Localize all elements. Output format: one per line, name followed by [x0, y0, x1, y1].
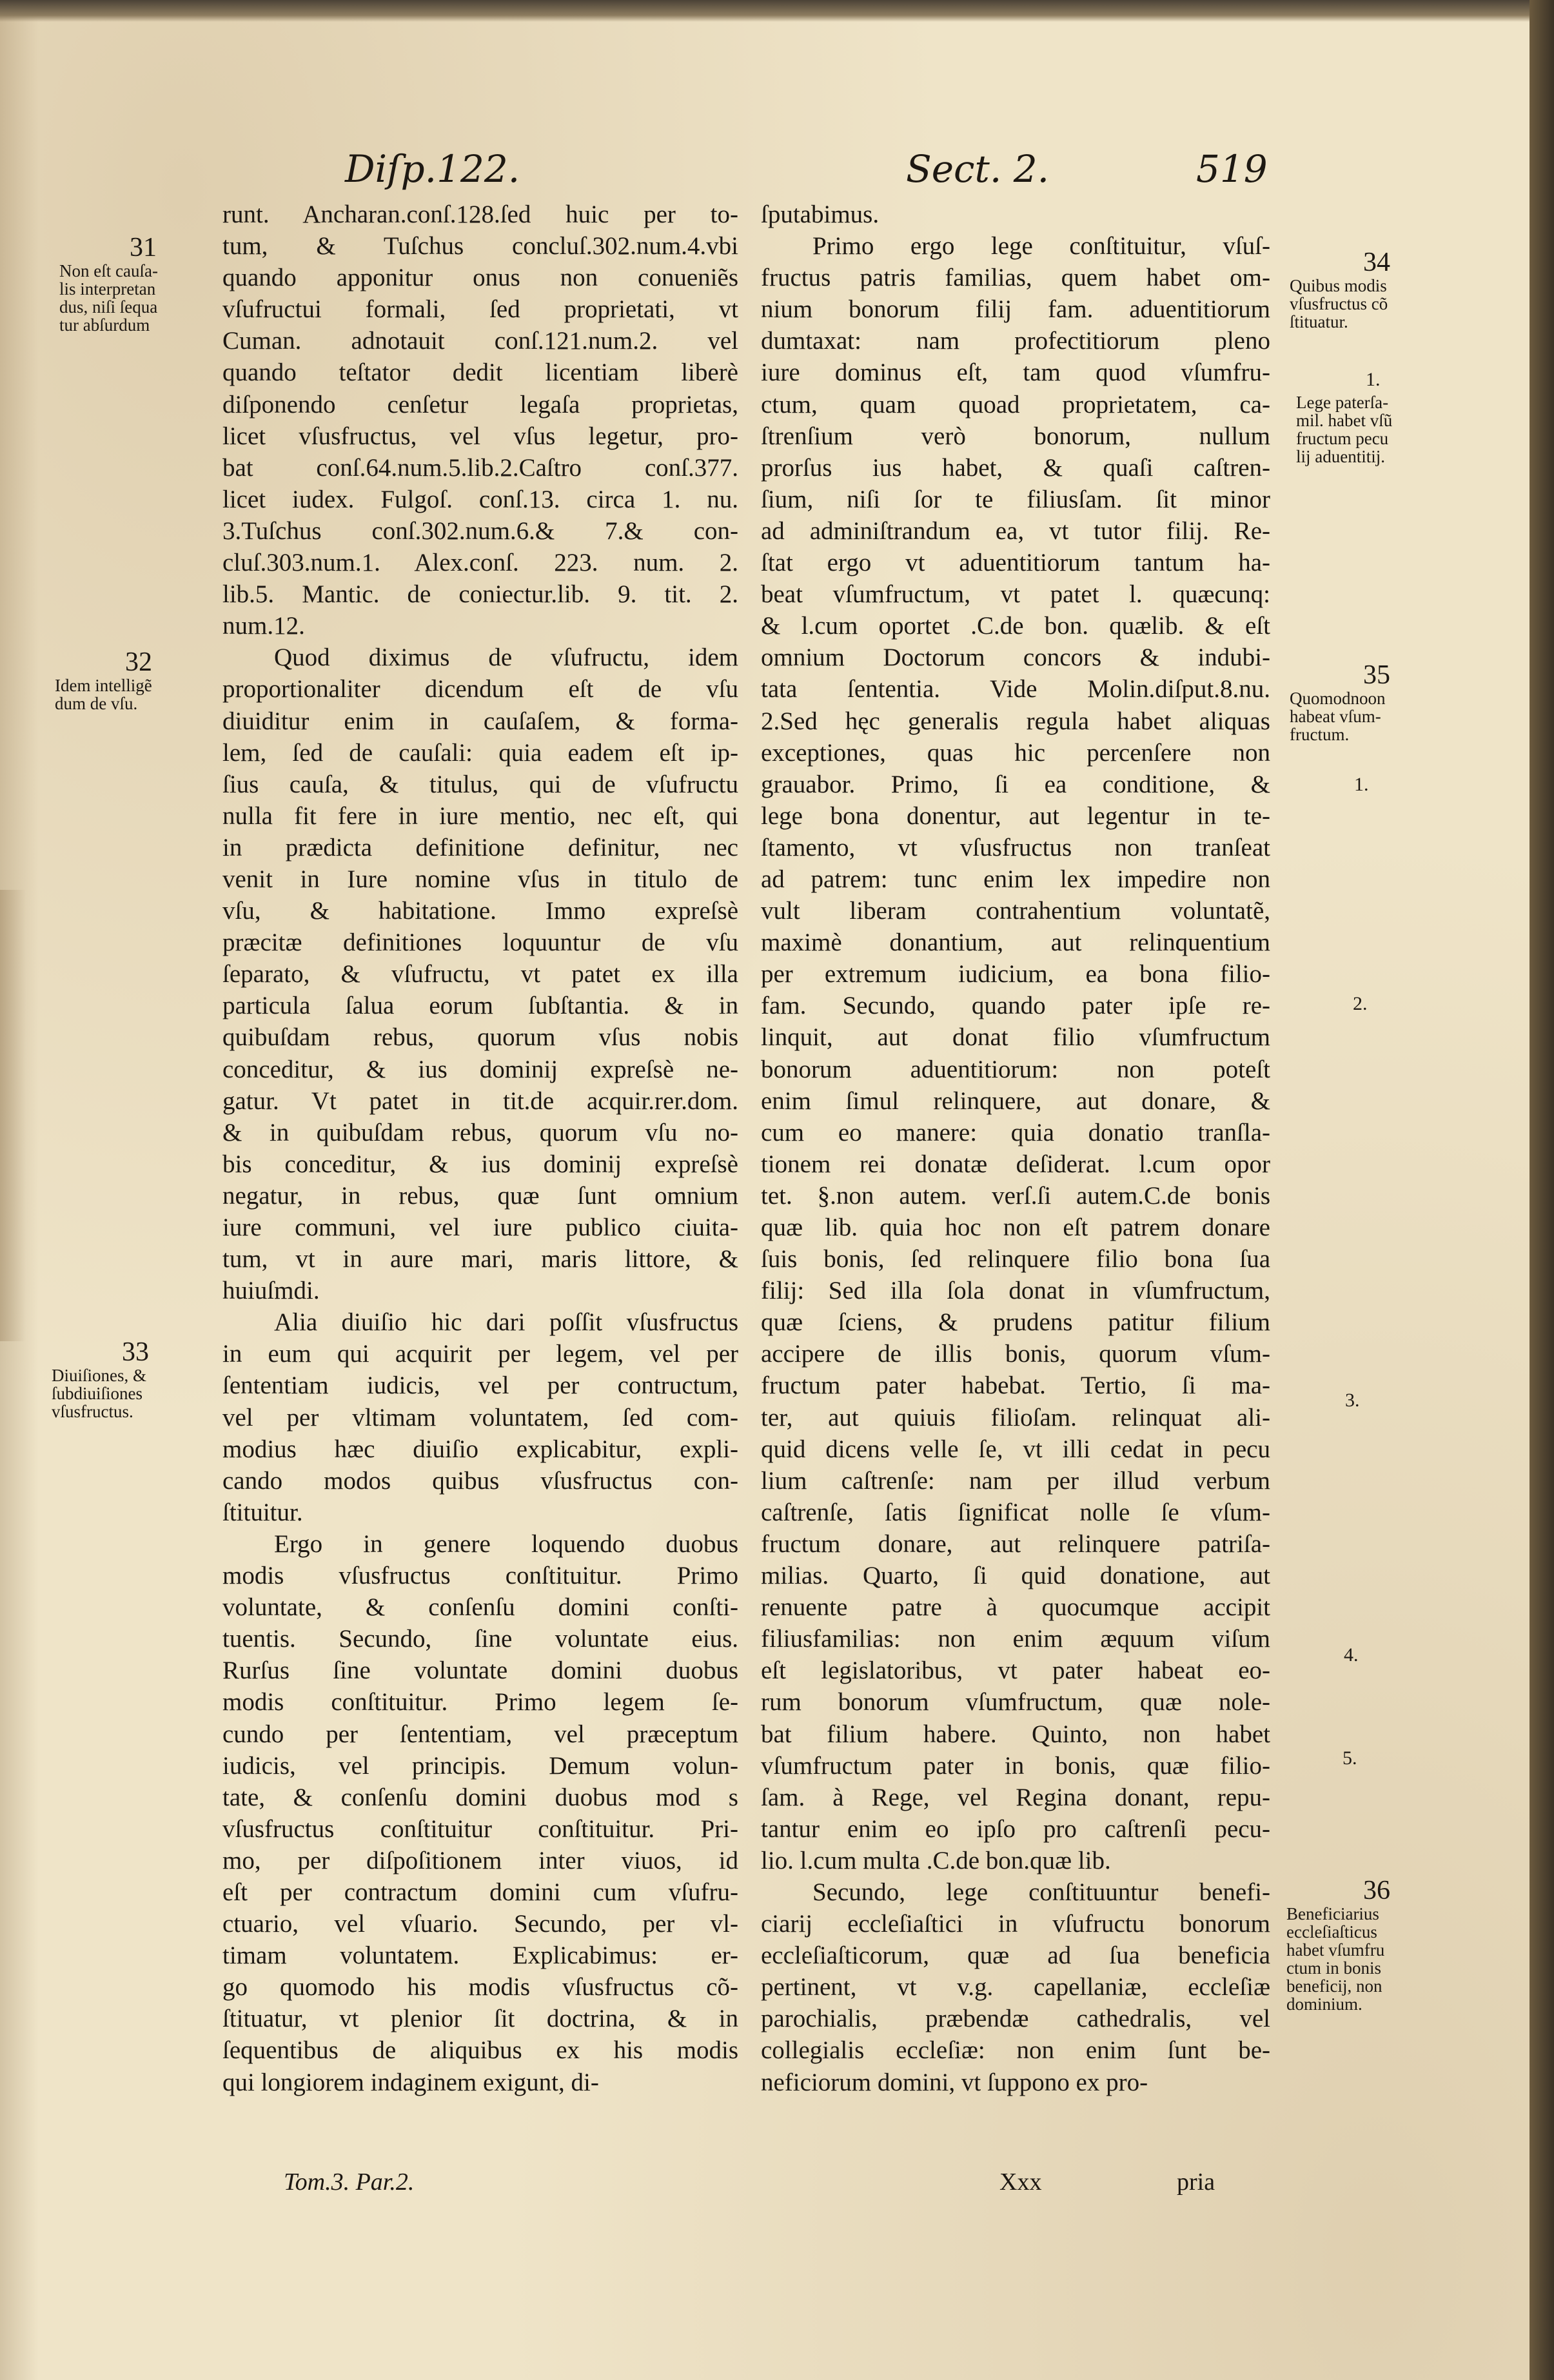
left-column-line: huiuſmdi. [222, 1277, 320, 1305]
left-column-line: vſufructui formali, ſed proprietati, vt [222, 295, 738, 324]
left-column-line: proportionaliter dicendum eſt de vſu [222, 675, 738, 703]
right-column-line: vſumfructum pater in bonis, quæ filio- [761, 1751, 1270, 1780]
right-column-line: ſputabimus. [761, 201, 880, 228]
right-column-line: per extremum iudicium, ea bona filio- [761, 960, 1270, 988]
footer-catchword: pria [1177, 2169, 1215, 2196]
margin-note-line: habet vſumfru [1286, 1940, 1385, 1960]
right-column-line: vult liberam contrahentium voluntatẽ, [761, 897, 1270, 925]
margin-note-line: dus, niſi ſequa [59, 297, 158, 317]
page-stain [0, 890, 26, 1341]
left-column-line: Alia diuiſio hic dari poſſit vſusfructus [274, 1308, 738, 1337]
right-column-line: bonorum aduentitiorum: non poteſt [761, 1055, 1270, 1083]
margin-note-35 [1290, 661, 1464, 743]
header-disputation: Diſp.122. [345, 147, 520, 191]
right-column-line: rum bonorum vſumfructum, quæ nole- [761, 1688, 1270, 1716]
margin-note-line: dominium. [1286, 1994, 1362, 2014]
right-column-line: fructus patris familias, quem habet om- [761, 264, 1270, 292]
right-column-line: milias. Quarto, ſi quid donatione, aut [761, 1562, 1270, 1590]
left-column-line: Quod diximus de vſufructu, idem [274, 644, 738, 672]
right-column-line: tantur enim eo ipſo pro caſtrenſi pecu- [761, 1815, 1270, 1843]
margin-note-line: beneficij, non [1286, 1976, 1382, 1996]
left-column-line: iure communi, vel iure publico ciuita- [222, 1214, 738, 1241]
left-column-line: tum, & Tuſchus concluſ.302.num.4.vbi [222, 232, 738, 261]
right-column-line: beat vſumfructum, vt patet l. quæcunq: [761, 580, 1270, 609]
margin-note-line: vſusfructus. [52, 1402, 133, 1421]
left-column-line: tate, & conſenſu domini duobus mod s [222, 1783, 738, 1811]
left-column-line: nulla fit fere in iure mentio, nec eſt, qui [222, 802, 738, 830]
right-column-line: & l.cum oportet .C.de bon. quælib. & eſt [761, 612, 1270, 640]
right-column-line: ad patrem: tunc enim lex impedire non [761, 865, 1270, 893]
left-column-line: voluntate, & conſenſu domini conſti- [222, 1593, 738, 1622]
right-column-line: parochialis, præbendæ cathedralis, vel [761, 2005, 1270, 2033]
right-column-line: ſuis bonis, ſed relinquere filio bona ſua [761, 1245, 1270, 1274]
right-column-line: ctum, quam quoad proprietatem, ca- [761, 390, 1270, 418]
book-edge [1529, 0, 1554, 2380]
left-column-line: runt. Ancharan.conſ.128.ſed huic per to- [222, 201, 738, 228]
left-column-line: diſponendo cenſetur legaſa proprietas, [222, 390, 738, 418]
left-column-line: diuiditur enim in cauſaſem, & forma- [222, 707, 738, 735]
margin-note-line: tur abſurdum [59, 315, 150, 335]
right-column-line: filiusfamilias: non enim æquum viſum [761, 1625, 1270, 1653]
right-column-line: pertinent, vt v.g. capellaniæ, eccleſiæ [761, 1973, 1270, 2001]
left-column-line: venit in Iure nomine vſus in titulo de [222, 865, 738, 893]
right-column-line: prorſus ius habet, & quaſi caſtren- [761, 453, 1270, 482]
left-column-line: bis conceditur, & ius dominij expreſsè [222, 1150, 738, 1178]
margin-note-number: 32 [125, 647, 152, 677]
right-column-line: quæ lib. quia hoc non eſt patrem donare [761, 1214, 1270, 1241]
margin-note-32 [55, 648, 222, 713]
left-column-line: Ergo in genere loquendo duobus [274, 1529, 738, 1558]
margin-note-line: Idem intelligẽ [55, 676, 152, 695]
margin-note-number: 31 [130, 233, 157, 262]
left-column-line: modis conſtituitur. Primo legem ſe- [222, 1688, 738, 1716]
right-column-line: accipere de illis bonis, quorum vſum- [761, 1340, 1270, 1368]
margin-note-line: fructum pecu [1296, 429, 1389, 448]
left-column-line: vſu, & habitatione. Immo expreſsè [222, 897, 738, 925]
right-column-line: eſt legislatoribus, vt pater habeat eo- [761, 1657, 1270, 1685]
right-column-line: cum eo manere: quia donatio tranſla- [761, 1118, 1270, 1146]
right-column-line: bat filium habere. Quinto, non habet [761, 1720, 1270, 1748]
margin-note-line: Beneficiarius [1286, 1904, 1379, 1923]
margin-note-line: Quibus modis [1290, 276, 1387, 295]
footer-signature: Xxx [999, 2169, 1042, 2196]
right-column-line: dumtaxat: nam profectitiorum pleno [761, 327, 1270, 355]
right-column-line: ſtamento, vt vſusfructus non tranſeat [761, 833, 1270, 861]
right-column-line: ter, aut quiuis filioſam. relinquat ali- [761, 1403, 1270, 1431]
right-column-line: ſtrenſium verò bonorum, nullum [761, 422, 1270, 450]
sub-number-3: 3. [1345, 1390, 1360, 1411]
left-column-line: ctuario, vel vſuario. Secundo, per vl- [222, 1910, 738, 1938]
left-column-line: quando apponitur onus non conueniẽs [222, 264, 738, 292]
right-column-line: grauabor. Primo, ſi ea conditione, & [761, 770, 1270, 798]
margin-note-line: dum de vſu. [55, 694, 138, 713]
left-column-line: ſtituatur, vt plenior ſit doctrina, & in [222, 2005, 738, 2033]
left-column-line: conceditur, & ius dominij expreſsè ne- [222, 1055, 738, 1083]
left-column-line: modius hæc diuiſio explicabitur, expli- [222, 1435, 738, 1463]
page-number: 519 [1196, 147, 1268, 191]
margin-note-line: ſtituatur. [1290, 312, 1348, 331]
left-column-line: 3.Tuſchus conſ.302.num.6.& 7.& con- [222, 516, 738, 545]
margin-note-line: habeat vſum- [1290, 707, 1381, 726]
left-column-line: in prædicta definitione definitur, nec [222, 833, 738, 861]
left-column-line: quibuſdam rebus, quorum vſus nobis [222, 1023, 738, 1052]
left-column-line: cluſ.303.num.1. Alex.conſ. 223. num. 2. [222, 549, 738, 577]
left-column-line: licet iudex. Fulgoſ. conſ.13. circa 1. nu. [222, 485, 738, 513]
right-column-line: tet. §.non autem. verſ.ſi autem.C.de bonis [761, 1181, 1270, 1210]
right-column-line: linquit, aut donat filio vſumfructum [761, 1023, 1270, 1052]
right-column-line: lio. l.cum multa .C.de bon.quæ lib. [761, 1846, 1111, 1874]
left-column-line: quando teſtator dedit licentiam liberè [222, 359, 738, 387]
left-column-line: Rurſus ſine voluntate domini duobus [222, 1657, 738, 1685]
right-column-line: eccleſiaſticorum, quæ ad ſua beneficia [761, 1942, 1270, 1970]
left-column-line: lib.5. Mantic. de coniectur.lib. 9. tit. 2. [222, 580, 738, 609]
left-column-line: particula ſalua eorum ſubſtantia. & in [222, 992, 738, 1020]
right-column-line: ſium, niſi ſor te filiusſam. ſit minor [761, 485, 1270, 513]
left-column-line: cundo per ſententiam, vel præceptum [222, 1720, 738, 1748]
right-column-line: fructum donare, aut relinquere patriſa- [761, 1529, 1270, 1558]
right-column-line: neficiorum domini, vt ſuppono ex pro- [761, 2068, 1148, 2096]
left-column-line: num.12. [222, 612, 305, 640]
right-column-line: enim ſimul relinquere, aut donare, & [761, 1087, 1270, 1115]
left-column-line: lem, ſed de cauſali: quia eadem eſt ip- [222, 738, 738, 767]
sub-number-4: 4. [1344, 1644, 1359, 1666]
left-column-line: modis vſusfructus conſtituitur. Primo [222, 1562, 738, 1590]
right-column-line: filij: Sed illa ſola donat in vſumfructum, [761, 1277, 1270, 1305]
right-column-line: exceptiones, quas hic percenſere non [761, 738, 1270, 767]
sub-number-1a: 1. [1366, 369, 1381, 390]
right-column-line: fructum pater habebat. Tertio, ſi ma- [761, 1372, 1270, 1400]
left-column-line: ſequentibus de aliquibus ex his modis [222, 2036, 738, 2065]
right-column-line: 2.Sed hęc generalis regula habet aliquas [761, 707, 1270, 735]
right-column-line: omnium Doctorum concors & indubi- [761, 644, 1270, 672]
margin-note-number: 33 [122, 1337, 149, 1367]
left-column-line: præcitæ definitiones loquuntur de vſu [222, 929, 738, 957]
margin-note-33 [52, 1338, 219, 1421]
margin-note-line: Diuiſiones, & [52, 1366, 146, 1385]
left-column-line: & in quibuſdam rebus, quorum vſu no- [222, 1118, 738, 1146]
left-column-line: qui longiorem indaginem exigunt, di- [222, 2068, 599, 2096]
left-column-line: tuentis. Secundo, ſine voluntate eius. [222, 1625, 738, 1653]
left-column-line: ſtituitur. [222, 1498, 303, 1526]
margin-note-line: vſusfructus cõ [1290, 294, 1388, 313]
right-column-line: tata ſententia. Vide Molin.diſput.8.nu. [761, 675, 1270, 703]
margin-note-line: Quomodnoon [1290, 689, 1386, 708]
right-column-line: fam. Secundo, quando pater ipſe re- [761, 992, 1270, 1020]
right-column-line: caſtrenſe, ſatis ſignificat nolle ſe vſum- [761, 1498, 1270, 1526]
right-column-line: tionem rei donatæ deſiderat. l.cum opor [761, 1150, 1270, 1178]
margin-note-34 [1290, 248, 1464, 331]
left-text-column [222, 199, 738, 2098]
left-column-line: ſeparato, & vſufructu, vt patet ex illa [222, 960, 738, 988]
right-column-line: lege bona donentur, aut legentur in te- [761, 802, 1270, 830]
margin-note-line: ſubdiuiſiones [52, 1384, 143, 1403]
right-column-line: ſam. à Rege, vel Regina donant, repu- [761, 1783, 1270, 1811]
left-column-line: ſententiam iudicis, vel per contructum, [222, 1372, 738, 1400]
margin-note-31 [59, 233, 227, 334]
margin-note-line: ctum in bonis [1286, 1958, 1381, 1978]
margin-note-number: 35 [1363, 660, 1390, 690]
right-column-line: quid dicens velle ſe, vt illi cedat in pecu [761, 1435, 1270, 1463]
left-column-line: licet vſusfructus, vel vſus legetur, pro- [222, 422, 738, 450]
left-column-line: vel per vltimam voluntatem, ſed com- [222, 1403, 738, 1431]
right-column-line: quæ ſciens, & prudens patitur filium [761, 1308, 1270, 1337]
page-top-shadow [0, 0, 1529, 22]
right-column-line: maximè donantium, aut relinquentium [761, 929, 1270, 957]
left-column-line: iudicis, vel principis. Demum volun- [222, 1751, 738, 1780]
margin-note-line: eccleſiaſticus [1286, 1922, 1377, 1942]
margin-note-number: 36 [1363, 1876, 1390, 1905]
margin-note-line: mil. habet vſũ [1296, 411, 1393, 430]
left-column-line: go quomodo his modis vſusfructus cõ- [222, 1973, 738, 2001]
margin-note-line: Lege paterſa- [1296, 393, 1389, 412]
margin-note-line: lis interpretan [59, 279, 156, 299]
right-column-line: renuente patre à quocumque accipit [761, 1593, 1270, 1622]
right-column-line: collegialis eccleſiæ: non enim ſunt be- [761, 2036, 1270, 2065]
left-column-line: in eum qui acquirit per legem, vel per [222, 1340, 738, 1368]
header-section: Sect. 2. [906, 147, 1050, 191]
left-column-line: Cuman. adnotauit conſ.121.num.2. vel [222, 327, 738, 355]
sub-number-2: 2. [1353, 993, 1368, 1014]
margin-note-lege [1296, 393, 1464, 466]
right-column-line: Secundo, lege conſtituuntur benefi- [812, 1878, 1270, 1906]
left-column-line: mo, per diſpoſitionem inter viuos, id [222, 1846, 738, 1874]
left-column-line: gatur. Vt patet in tit.de acquir.rer.dom. [222, 1087, 738, 1115]
right-column-line: ciarij eccleſiaſtici in vſufructu bonorum [761, 1910, 1270, 1938]
left-column-line: ſius cauſa, & titulus, qui de vſufructu [222, 770, 738, 798]
sub-number-5: 5. [1343, 1747, 1357, 1769]
left-column-line: cando modos quibus vſusfructus con- [222, 1466, 738, 1495]
left-column-line: timam voluntatem. Explicabimus: er- [222, 1942, 738, 1970]
right-column-line: lium caſtrenſe: nam per illud verbum [761, 1466, 1270, 1495]
right-column-line: nium bonorum filij fam. aduentitiorum [761, 295, 1270, 324]
margin-note-number: 34 [1363, 248, 1390, 277]
margin-note-line: fructum. [1290, 725, 1350, 744]
left-column-line: negatur, in rebus, quæ ſunt omnium [222, 1181, 738, 1210]
footer-volume: Tom.3. Par.2. [284, 2169, 415, 2196]
sub-number-1b: 1. [1354, 774, 1369, 795]
margin-note-line: Non eſt cauſa- [59, 261, 158, 280]
right-text-column [761, 199, 1270, 2098]
right-column-line: iure dominus eſt, tam quod vſumfru- [761, 359, 1270, 387]
left-column-line: bat conſ.64.num.5.lib.2.Caſtro conſ.377. [222, 453, 738, 482]
margin-note-36 [1286, 1876, 1467, 2013]
right-column-line: Primo ergo lege conſtituitur, vſuſ- [812, 232, 1270, 261]
left-column-line: tum, vt in aure mari, maris littore, & [222, 1245, 738, 1274]
right-column-line: ad adminiſtrandum ea, vt tutor filij. Re- [761, 516, 1270, 545]
right-column-line: ſtat ergo vt aduentitiorum tantum ha- [761, 549, 1270, 577]
margin-note-line: lij aduentitij. [1296, 447, 1385, 466]
left-column-line: eſt per contractum domini cum vſufru- [222, 1878, 738, 1906]
left-column-line: vſusfructus conſtituitur conſtituitur. Pri- [222, 1815, 738, 1843]
